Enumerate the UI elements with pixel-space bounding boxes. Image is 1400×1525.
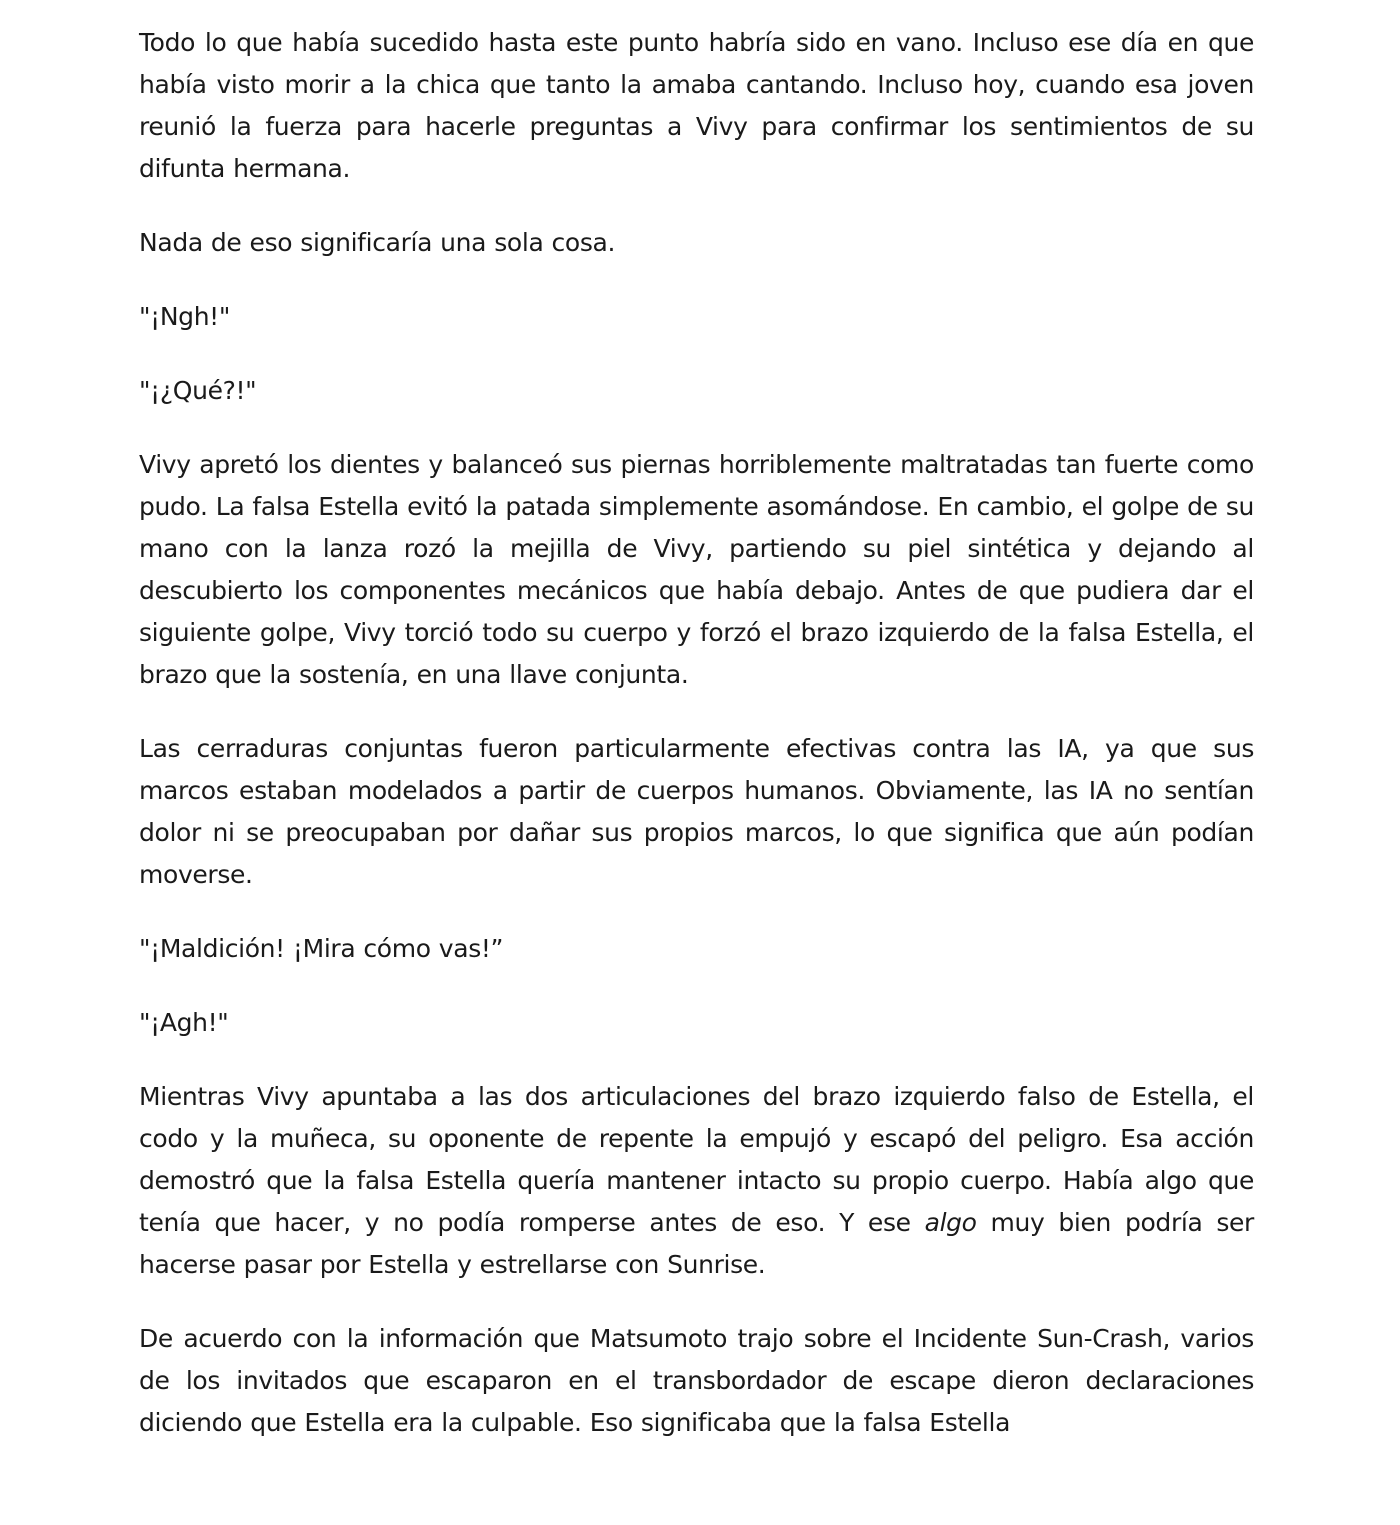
- document-page: [139, 22, 1254, 1444]
- paragraph-text: muy bien podría ser hacerse pasar por Estella y estrellarse con Sunrise.: [139, 1208, 1254, 1279]
- paragraph: De acuerdo con la información que Matsumoto trajo sobre el Incidente Sun-Crash, varios de los invitados que escaparon en el transbordador de escape dieron declaraciones diciendo que Estella era la culpable. Eso significaba que la falsa Estella: [139, 1324, 1254, 1437]
- dialogue-line: "¡¿Qué?!": [139, 376, 257, 405]
- dialogue-line: "¡Maldición! ¡Mira cómo vas!”: [139, 934, 504, 963]
- paragraph-text: Mientras Vivy apuntaba a las dos articulaciones del brazo izquierdo falso de Estella, el codo y la muñeca, su oponente de repente la empujó y escapó del peligro. Esa acción demostró que la falsa Estella quería mantener intacto su propio cuerpo. Había algo que tenía que hacer, y no podía romperse antes de eso. Y ese: [139, 1082, 1254, 1237]
- paragraph: Vivy apretó los dientes y balanceó sus piernas horriblemente maltratadas tan fuerte como pudo. La falsa Estella evitó la patada simplemente asomándose. En cambio, el golpe de su mano con la lanza rozó la mejilla de Vivy, partiendo su piel sintética y dejando al descubierto los componentes mecánicos que había debajo. Antes de que pudiera dar el siguiente golpe, Vivy torció todo su cuerpo y forzó el brazo izquierdo de la falsa Estella, el brazo que la sostenía, en una llave conjunta.: [139, 450, 1254, 689]
- emphasized-word: algo: [924, 1208, 977, 1237]
- paragraph: Todo lo que había sucedido hasta este punto habría sido en vano. Incluso ese día en que había visto morir a la chica que tanto la amaba cantando. Incluso hoy, cuando esa joven reunió la fuerza para hacerle preguntas a Vivy para confirmar los sentimientos de su difunta hermana.: [139, 28, 1254, 183]
- paragraph: [139, 1076, 1254, 1286]
- paragraph: Nada de eso significaría una sola cosa.: [139, 228, 616, 257]
- paragraph: Las cerraduras conjuntas fueron particularmente efectivas contra las IA, ya que sus marcos estaban modelados a partir de cuerpos humanos. Obviamente, las IA no sentían dolor ni se preocupaban por dañar sus propios marcos, lo que significa que aún podían moverse.: [139, 734, 1254, 889]
- dialogue-line: "¡Agh!": [139, 1008, 229, 1037]
- dialogue-line: "¡Ngh!": [139, 302, 231, 331]
